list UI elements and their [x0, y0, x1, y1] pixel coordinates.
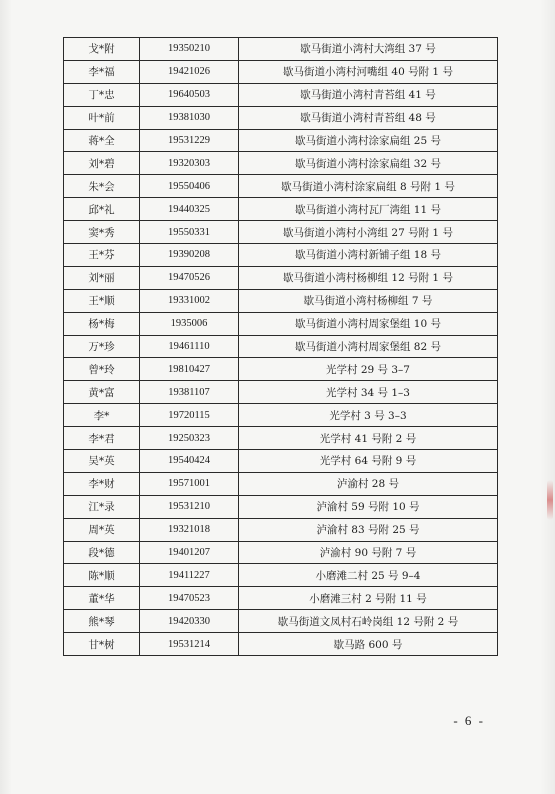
- birth-date-cell: 19331002: [140, 289, 239, 312]
- table-row: [64, 198, 498, 221]
- address-cell: 歇马街道小湾村新铺子组 18 号: [239, 244, 498, 267]
- name-cell: 江*录: [64, 495, 140, 518]
- table-row: [64, 244, 498, 267]
- birth-date-cell: 19390208: [140, 244, 239, 267]
- table-row: [64, 358, 498, 381]
- birth-date-cell: 19470526: [140, 266, 239, 289]
- birth-date-cell: 19250323: [140, 427, 239, 450]
- birth-date-cell: 19531210: [140, 495, 239, 518]
- name-cell: 朱*会: [64, 175, 140, 198]
- address-cell: 光学村 3 号 3–3: [239, 404, 498, 427]
- address-cell: 歇马街道小湾村杨柳组 7 号: [239, 289, 498, 312]
- address-cell: 歇马街道小湾村周家堡组 82 号: [239, 335, 498, 358]
- name-cell: 刘*碧: [64, 152, 140, 175]
- table-row: [64, 381, 498, 404]
- birth-date-cell: 19401207: [140, 541, 239, 564]
- table-row: [64, 633, 498, 656]
- address-cell: 歇马街道文凤村石岭岗组 12 号附 2 号: [239, 610, 498, 633]
- table-row: [64, 541, 498, 564]
- birth-date-cell: 19420330: [140, 610, 239, 633]
- name-cell: 丁*忠: [64, 83, 140, 106]
- birth-date-cell: 19470523: [140, 587, 239, 610]
- red-seal-edge-mark: [547, 480, 553, 520]
- table-row: [64, 427, 498, 450]
- address-cell: 歇马街道小湾村大湾组 37 号: [239, 38, 498, 61]
- table-row: [64, 312, 498, 335]
- table-row: [64, 38, 498, 61]
- address-cell: 光学村 29 号 3–7: [239, 358, 498, 381]
- address-cell: 歇马街道小湾村涂家扁组 25 号: [239, 129, 498, 152]
- birth-date-cell: 19720115: [140, 404, 239, 427]
- name-cell: 窦*秀: [64, 221, 140, 244]
- address-cell: 歇马街道小湾村河嘴组 40 号附 1 号: [239, 60, 498, 83]
- table-row: [64, 450, 498, 473]
- table-row: [64, 83, 498, 106]
- birth-date-cell: 19550406: [140, 175, 239, 198]
- table-row: [64, 335, 498, 358]
- name-cell: 李*福: [64, 60, 140, 83]
- table-row: [64, 495, 498, 518]
- address-cell: 小磨滩二村 25 号 9–4: [239, 564, 498, 587]
- name-cell: 叶*前: [64, 106, 140, 129]
- name-cell: 吴*英: [64, 450, 140, 473]
- address-cell: 歇马街道小湾村小湾组 27 号附 1 号: [239, 221, 498, 244]
- address-cell: 泸渝村 90 号附 7 号: [239, 541, 498, 564]
- name-cell: 段*德: [64, 541, 140, 564]
- address-cell: 泸渝村 28 号: [239, 472, 498, 495]
- birth-date-cell: 19531229: [140, 129, 239, 152]
- name-cell: 戈*附: [64, 38, 140, 61]
- birth-date-cell: 19321018: [140, 518, 239, 541]
- records-table-body: [64, 38, 498, 656]
- name-cell: 王*顺: [64, 289, 140, 312]
- table-row: [64, 152, 498, 175]
- table-row: [64, 266, 498, 289]
- table-row: [64, 60, 498, 83]
- address-cell: 歇马街道小湾村杨柳组 12 号附 1 号: [239, 266, 498, 289]
- address-cell: 歇马街道小湾村瓦厂湾组 11 号: [239, 198, 498, 221]
- name-cell: 蒋*全: [64, 129, 140, 152]
- address-cell: 光学村 34 号 1–3: [239, 381, 498, 404]
- address-cell: 光学村 41 号附 2 号: [239, 427, 498, 450]
- table-row: [64, 221, 498, 244]
- table-row: [64, 564, 498, 587]
- name-cell: 黄*富: [64, 381, 140, 404]
- name-cell: 邱*礼: [64, 198, 140, 221]
- address-cell: 歇马街道小湾村周家堡组 10 号: [239, 312, 498, 335]
- table-row: [64, 106, 498, 129]
- birth-date-cell: 19571001: [140, 472, 239, 495]
- table-row: [64, 518, 498, 541]
- records-table: [63, 37, 498, 656]
- address-cell: 泸渝村 83 号附 25 号: [239, 518, 498, 541]
- name-cell: 万*珍: [64, 335, 140, 358]
- birth-date-cell: 19320303: [140, 152, 239, 175]
- address-cell: 歇马街道小湾村涂家扁组 8 号附 1 号: [239, 175, 498, 198]
- page-number: - 6 -: [453, 713, 485, 728]
- birth-date-cell: 19640503: [140, 83, 239, 106]
- table-row: [64, 404, 498, 427]
- table-row: [64, 610, 498, 633]
- name-cell: 陈*顺: [64, 564, 140, 587]
- birth-date-cell: 19540424: [140, 450, 239, 473]
- name-cell: 王*芬: [64, 244, 140, 267]
- name-cell: 曾*玲: [64, 358, 140, 381]
- birth-date-cell: 19531214: [140, 633, 239, 656]
- name-cell: 李*财: [64, 472, 140, 495]
- birth-date-cell: 19421026: [140, 60, 239, 83]
- name-cell: 李*君: [64, 427, 140, 450]
- birth-date-cell: 19381107: [140, 381, 239, 404]
- birth-date-cell: 19550331: [140, 221, 239, 244]
- address-cell: 光学村 64 号附 9 号: [239, 450, 498, 473]
- name-cell: 李*: [64, 404, 140, 427]
- birth-date-cell: 19810427: [140, 358, 239, 381]
- name-cell: 周*英: [64, 518, 140, 541]
- birth-date-cell: 19461110: [140, 335, 239, 358]
- birth-date-cell: 1935006: [140, 312, 239, 335]
- birth-date-cell: 19411227: [140, 564, 239, 587]
- table-row: [64, 175, 498, 198]
- address-cell: 小磨滩三村 2 号附 11 号: [239, 587, 498, 610]
- name-cell: 甘*树: [64, 633, 140, 656]
- table-row: [64, 587, 498, 610]
- table-row: [64, 472, 498, 495]
- table-row: [64, 289, 498, 312]
- address-cell: 歇马街道小湾村青苔组 41 号: [239, 83, 498, 106]
- name-cell: 熊*琴: [64, 610, 140, 633]
- name-cell: 董*华: [64, 587, 140, 610]
- address-cell: 歇马街道小湾村青苔组 48 号: [239, 106, 498, 129]
- table-row: [64, 129, 498, 152]
- name-cell: 杨*梅: [64, 312, 140, 335]
- address-cell: 歇马街道小湾村涂家扁组 32 号: [239, 152, 498, 175]
- birth-date-cell: 19381030: [140, 106, 239, 129]
- birth-date-cell: 19350210: [140, 38, 239, 61]
- name-cell: 刘*丽: [64, 266, 140, 289]
- birth-date-cell: 19440325: [140, 198, 239, 221]
- address-cell: 歇马路 600 号: [239, 633, 498, 656]
- address-cell: 泸渝村 59 号附 10 号: [239, 495, 498, 518]
